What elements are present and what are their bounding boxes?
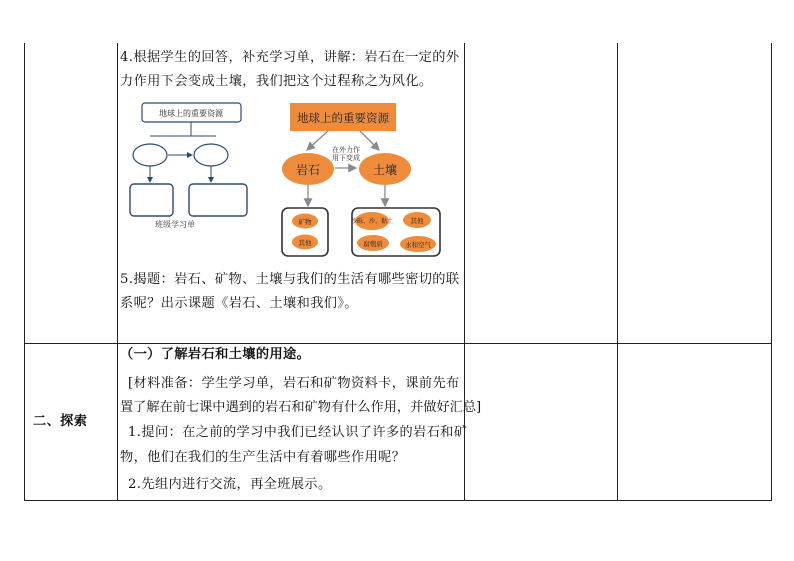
materials-line1: [材料准备：学生学习单，岩石和矿物资料卡，课前先布 xyxy=(128,376,460,391)
rock-item-1: 矿物 xyxy=(298,218,312,226)
table-border-left xyxy=(24,43,25,501)
para5-line2: 系呢？出示课题《岩石、土壤和我们》。 xyxy=(120,296,358,311)
soil-item-3: 腐殖质 xyxy=(363,240,383,248)
table-row-divider xyxy=(24,343,772,344)
concept-line-left xyxy=(307,131,328,150)
soil-item-2: 其他 xyxy=(410,217,424,225)
table-border-bottom xyxy=(24,500,772,501)
worksheet-caption: 班级学习单 xyxy=(155,220,195,229)
table-divider-col3 xyxy=(617,43,618,501)
soil-item-4: 水和空气 xyxy=(405,241,431,249)
worksheet-title: 地球上的重要资源 xyxy=(159,109,223,118)
section-label: 二、探索 xyxy=(33,414,88,429)
para5-line1: 5.揭题：岩石、矿物、土壤与我们的生活有哪些密切的联 xyxy=(120,272,460,287)
worksheet-ellipse-right xyxy=(194,144,228,166)
question1-line1: 1.提问：在之前的学习中我们已经认识了许多的岩石和矿 xyxy=(128,425,468,440)
question2: 2.先组内进行交流，再全班展示。 xyxy=(128,477,332,492)
table-divider-col1 xyxy=(117,43,118,501)
table-border-right xyxy=(771,43,772,501)
concept-map xyxy=(282,103,440,256)
worksheet-diagram xyxy=(130,103,247,229)
rock-item-2: 其他 xyxy=(298,239,312,247)
soil-item-1: 沙砾、沙、黏土 xyxy=(350,218,394,225)
question1-line2: 物，他们在我们的生产生活中有着哪些作用呢？ xyxy=(120,450,406,465)
materials-line2: 置了解在前七课中遇到的岩石和矿物有什么作用，并做好汇总] xyxy=(120,400,482,415)
worksheet-ellipse-left xyxy=(133,144,167,166)
arrow-label-2: 用下变成 xyxy=(332,154,360,162)
para4-line1: 4.根据学生的回答，补充学习单，讲解：岩石在一定的外 xyxy=(120,50,460,65)
soil-label: 土壤 xyxy=(372,163,398,177)
concept-line-right xyxy=(360,131,379,150)
worksheet-box-left xyxy=(130,184,173,216)
worksheet-box-right xyxy=(189,184,247,216)
arrow-label-1: 在外力作 xyxy=(332,146,360,154)
rock-label: 岩石 xyxy=(295,163,321,177)
diagram xyxy=(120,98,460,258)
section-heading: （一）了解岩石和土壤的用途。 xyxy=(120,347,311,362)
concept-title: 地球上的重要资源 xyxy=(297,111,389,125)
para4-line2: 力作用下会变成土壤，我们把这个过程称之为风化。 xyxy=(120,74,433,89)
